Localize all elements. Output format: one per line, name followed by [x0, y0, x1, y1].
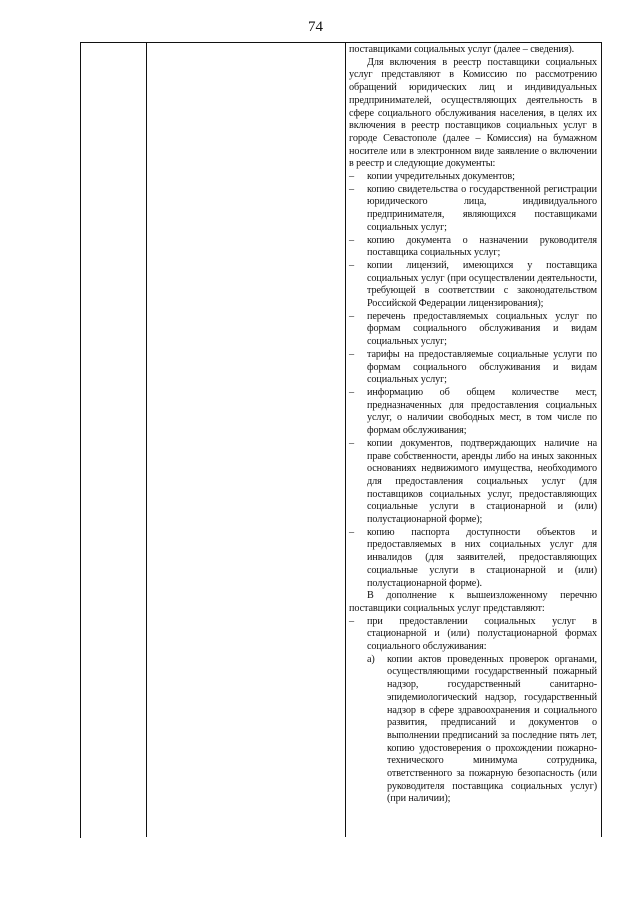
dash-bullet: – — [349, 386, 354, 398]
document-list-item: – перечень предоставляемых социальных услуг по формам социального обслуживания и видам социальных услуг; — [349, 310, 597, 348]
sub-item-mark: а) — [367, 653, 375, 665]
requirements-cell — [349, 44, 597, 806]
document-list-item: – тарифы на предоставляемые социальные услуги по формам социального обслуживания и видам социальных услуг; — [349, 348, 597, 386]
dash-bullet: – — [349, 348, 354, 360]
addition-list-item: – при предоставлении социальных услуг в стационарной и (или) полустационарной формах социального обслуживания: — [349, 615, 597, 653]
dash-bullet: – — [349, 310, 354, 322]
intro-paragraph: Для включения в реестр поставщики социальных услуг представляют в Комиссию по рассмотрению обращений юридических лиц и индивидуальных предпринимателей, осуществляющих деятельность в сфере социального обслуживания населения, в целях их включения в реестр поставщиков социальных услуг в городе Севастополе (далее – Комиссия) на бумажном носителе или в электронном виде заявление о включении в реестр и следующие документы: — [349, 56, 597, 170]
column-divider-right — [601, 42, 602, 837]
dash-bullet: – — [349, 437, 354, 449]
sub-item-text: копии актов проведенных проверок органами, осуществляющими государственный пожарный надзор, государственный санитарно-эпидемиологический надзор, государственный надзор в сфере здравоохранения и социального развития, предписаний и документов о выполнении предписаний за последние пять лет, копию удостоверения о прохождении пожарно-технического минимума сотрудника, ответственного за пожарную безопасность (или руководителя поставщика социальных услуг) (при наличии); — [387, 653, 597, 805]
dash-bullet: – — [349, 183, 354, 195]
addition-paragraph: В дополнение к вышеизложенному перечню поставщики социальных услуг представляют: — [349, 590, 597, 614]
page-number: 74 — [308, 19, 323, 35]
dash-bullet: – — [349, 615, 354, 627]
document-list-item: – копию документа о назначении руководителя поставщика социальных услуг; — [349, 234, 597, 259]
document-list-item: – копию свидетельства о государственной регистрации юридического лица, индивидуального предпринимателя, являющихся поставщиками социальных услуг; — [349, 183, 597, 233]
dash-bullet: – — [349, 259, 354, 271]
document-list-item: – копию паспорта доступности объектов и предоставляемых в них социальных услуг для инвалидов (для заявителей, предоставляющих социальные услуги в стационарной и (или) полустационарной форме). — [349, 526, 597, 589]
dash-bullet: – — [349, 171, 354, 183]
dash-bullet: – — [349, 234, 354, 246]
continuation-text: поставщиками социальных услуг (далее – сведения). — [349, 44, 575, 55]
sub-list-item — [367, 654, 597, 806]
dash-bullet: – — [349, 526, 354, 538]
document-list-item: – информацию об общем количестве мест, предназначенных для предоставления социальных услуг, о наличии свободных мест, в том числе по формам обслуживания; — [349, 386, 597, 437]
document-list-item: – копии учредительных документов; — [349, 171, 515, 183]
column-divider-2 — [345, 42, 346, 837]
document-list-item: – копии лицензий, имеющихся у поставщика социальных услуг (при осуществлении деятельности, требующей в соответствии с законодательством Российской Федерации лицензирования); — [349, 259, 597, 310]
document-list-item: – копии документов, подтверждающих наличие на праве собственности, аренды либо на иных законных основаниях недвижимого имущества, необходимого для предоставления социальных услуг (для поставщиков социальных услуг, предоставляющих социальные услуги в стационарной и (или) полустационарной форме); — [349, 437, 597, 526]
column-divider-1 — [146, 42, 147, 837]
